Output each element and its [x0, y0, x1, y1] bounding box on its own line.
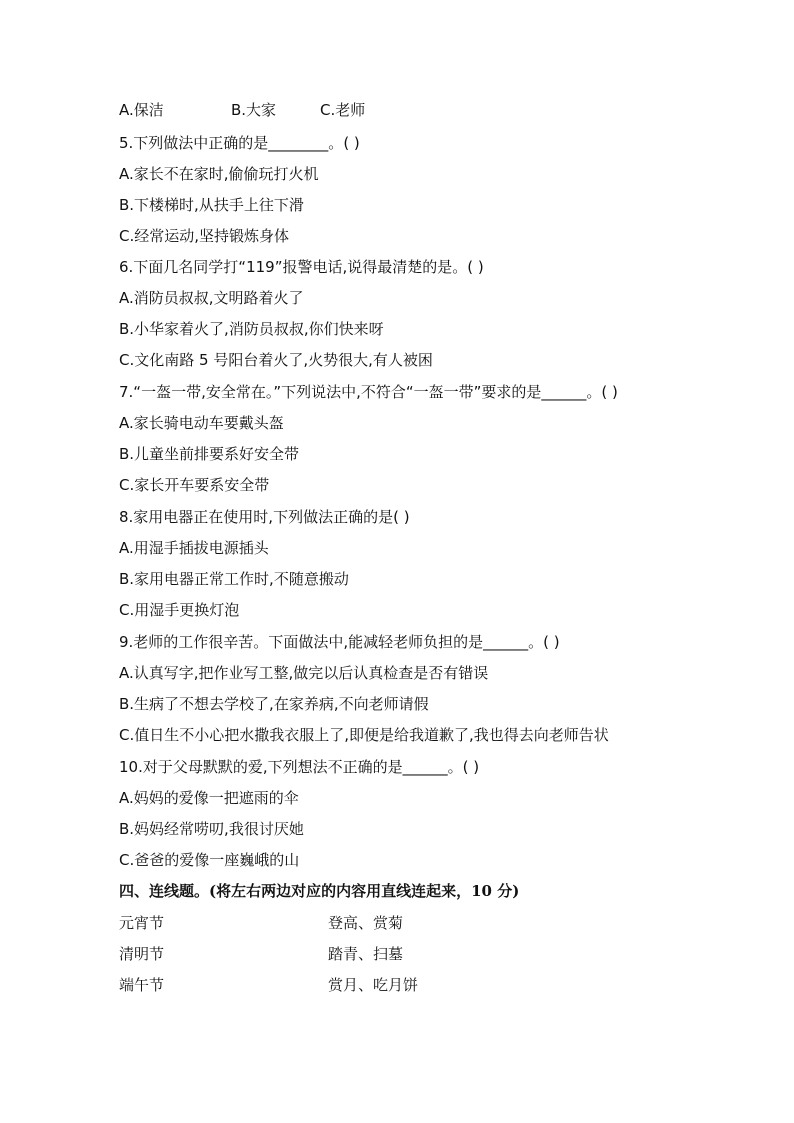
question-option: B.家用电器正常工作时,不随意搬动	[119, 570, 349, 588]
match-left-item: 端午节	[119, 976, 165, 994]
question-option: B.妈妈经常唠叨,我很讨厌她	[119, 820, 304, 838]
question-stem: 8.家用电器正在使用时,下列做法正确的是( )	[119, 508, 410, 526]
option-c: C.老师	[320, 101, 366, 119]
question-option: C.用湿手更换灯泡	[119, 601, 240, 619]
match-right-item: 踏青、扫墓	[328, 945, 404, 963]
question-option: B.小华家着火了,消防员叔叔,你们快来呀	[119, 320, 384, 338]
question-option: B.儿童坐前排要系好安全带	[119, 445, 300, 463]
question-option: A.妈妈的爱像一把遮雨的伞	[119, 789, 299, 807]
option-b: B.大家	[231, 101, 277, 119]
question-option: B.下楼梯时,从扶手上往下滑	[119, 196, 304, 214]
question-stem: 5.下列做法中正确的是________。( )	[119, 134, 360, 152]
question-stem: 7.“一盔一带,安全常在。”下列说法中,不符合“一盔一带”要求的是______。( )	[119, 383, 618, 401]
option-row	[119, 98, 365, 122]
question-option: A.家长不在家时,偷偷玩打火机	[119, 165, 319, 183]
question-option: A.消防员叔叔,文明路着火了	[119, 289, 304, 307]
question-option: C.值日生不小心把水撒我衣服上了,即便是给我道歉了,我也得去向老师告状	[119, 726, 609, 744]
question-option: A.家长骑电动车要戴头盔	[119, 414, 284, 432]
match-left-item: 清明节	[119, 945, 165, 963]
question-option: A.用湿手插拔电源插头	[119, 539, 269, 557]
question-option: C.爸爸的爱像一座巍峨的山	[119, 851, 300, 869]
match-right-item: 赏月、吃月饼	[328, 976, 419, 994]
question-option: A.认真写字,把作业写工整,做完以后认真检查是否有错误	[119, 664, 489, 682]
question-stem: 10.对于父母默默的爱,下列想法不正确的是______。( )	[119, 758, 480, 776]
question-option: B.生病了不想去学校了,在家养病,不向老师请假	[119, 695, 429, 713]
match-right-item: 登高、赏菊	[328, 914, 404, 932]
question-stem: 9.老师的工作很辛苦。下面做法中,能减轻老师负担的是______。( )	[119, 633, 560, 651]
question-option: C.经常运动,坚持锻炼身体	[119, 227, 290, 245]
section-heading: 四、连线题。(将左右两边对应的内容用直线连起来，10 分)	[119, 882, 520, 900]
question-option: C.家长开车要系安全带	[119, 476, 270, 494]
question-option: C.文化南路 5 号阳台着火了,火势很大,有人被困	[119, 351, 433, 369]
question-stem: 6.下面几名同学打“119”报警电话,说得最清楚的是。( )	[119, 258, 484, 276]
option-a: A.保洁	[119, 101, 164, 119]
match-left-item: 元宵节	[119, 914, 165, 932]
